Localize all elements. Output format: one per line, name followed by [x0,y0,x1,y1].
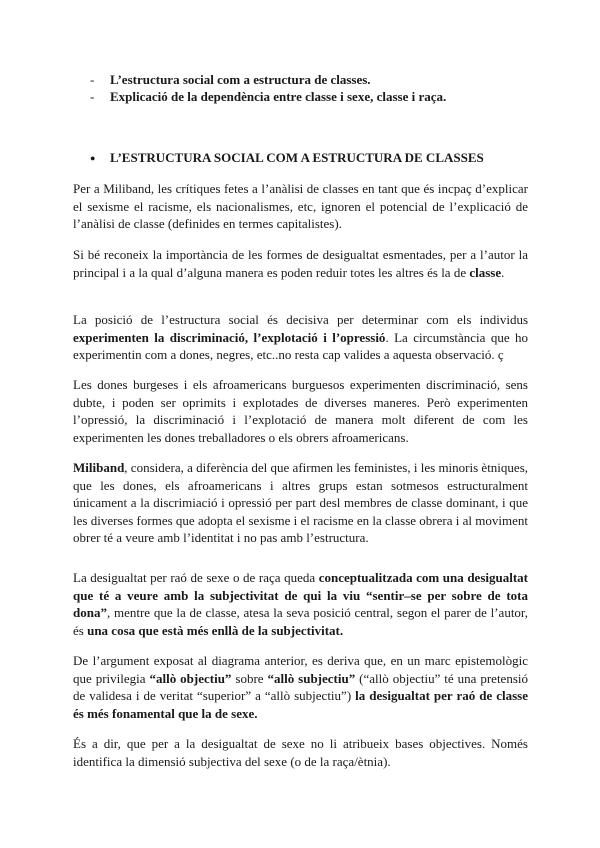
text-run: La posició de l’estructura social és decisiva per determinar com els individus [73,312,528,327]
text-run: . La circumstància que ho experimentin com a dones, negres, etc..no resta cap valides a aquesta observació. ç [73,329,529,362]
list-item [90,88,446,105]
bold-run: la desigualtat per raó de classe és més fonamental que la de sexe. [73,688,529,721]
text-run: , considera, a diferència del que afirmen les feministes, i les minoris ètniques, que les dones, els afroamericans i altres grups estan sotmesos estructuralment únicament a la discrimiació i opressió per part desl membres de classe dominant, i que les diverses formes que adopta el sexisme i el racisme en la classe obrera i al moviment obrer té a veure amb l’identitat i no pas amb l’estructura. [73,460,528,545]
text-run: De l’argument exposat al diagrama anterior, es deriva que, en un marc epistemològic que privilegia [73,653,528,686]
list-item-text: Explicació de la dependència entre classe i sexe, classe i raça. [110,89,447,104]
text-run: sobre [231,670,268,686]
text-run: . [501,264,505,280]
paragraph-8: És a dir, que per a la desigualtat de sexe no li atribueix bases objectives. Només identifica la dimensió subjectiva del sexe (o de la raça/ètnia). [73,736,528,769]
bold-run: conceptualitzada com una desigualtat que té a veure amb la subjectivitat de qui la viu “sentir–se per sobre de tota dona” [73,570,528,620]
paragraph-7 [73,652,528,722]
bold-run: una cosa que està més enllà de la subjectivitat. [87,622,344,638]
paragraph-4: Les dones burgeses i els afroamericans burguesos experimenten discriminació, sens dubte, i poden ser oprimits i explotades de diverses maneres. Però experimenten l’opressió, la discriminació i l’explotació de manera molt diferent de com les experimenten les dones treballadores o els obrers afroamericans. [73,377,528,445]
bold-run: experimenten la discriminació, l’explotació i l’opressió [73,329,386,345]
dash-marker: - [90,89,95,104]
bold-run: Miliband [73,460,125,475]
list-item-text: L’estructura social com a estructura de classes. [110,72,371,87]
text-run: Si bé reconeix la importància de les formes de desigualtat esmentades, per a l’autor la principal i a la qual d’alguna manera es poden reduir totes les altres és la de [73,247,528,280]
paragraph-1: Per a Miliband, les crítiques fetes a l’anàlisi de classes en tant que és incpaç d’explicar el sexisme el racisme, els nacionalismes, etc, ignoren el potencial de l’explicació de l’anàlisi de classe (definides en termes capitalistes). [73,181,528,231]
paragraph-6 [73,569,528,639]
text-run: , mentre que la de classe, atesa la seva posició central, segon el parer de l’autor, és [73,605,528,638]
section-heading [90,150,484,167]
paragraph-5 [73,459,528,547]
list-item [90,71,446,88]
bold-run: “allò objectiu” [149,670,232,686]
paragraph-2 [73,246,528,281]
paragraph-3 [73,311,528,364]
bold-run: classe [469,264,502,280]
section-heading-text: L’ESTRUCTURA SOCIAL COM A ESTRUCTURA DE CLASSES [110,150,484,165]
bullet-icon: ● [90,153,96,163]
dash-marker: - [90,72,95,87]
text-run: La desigualtat per raó de sexe o de raça queda [73,570,319,585]
bold-run: “allò subjectiu” [267,670,356,686]
text-run: (“allò objectiu” té una pretensió de validesa i de veritat “superior” a “allò subjectiu”) [73,670,528,703]
intro-list [90,71,446,105]
